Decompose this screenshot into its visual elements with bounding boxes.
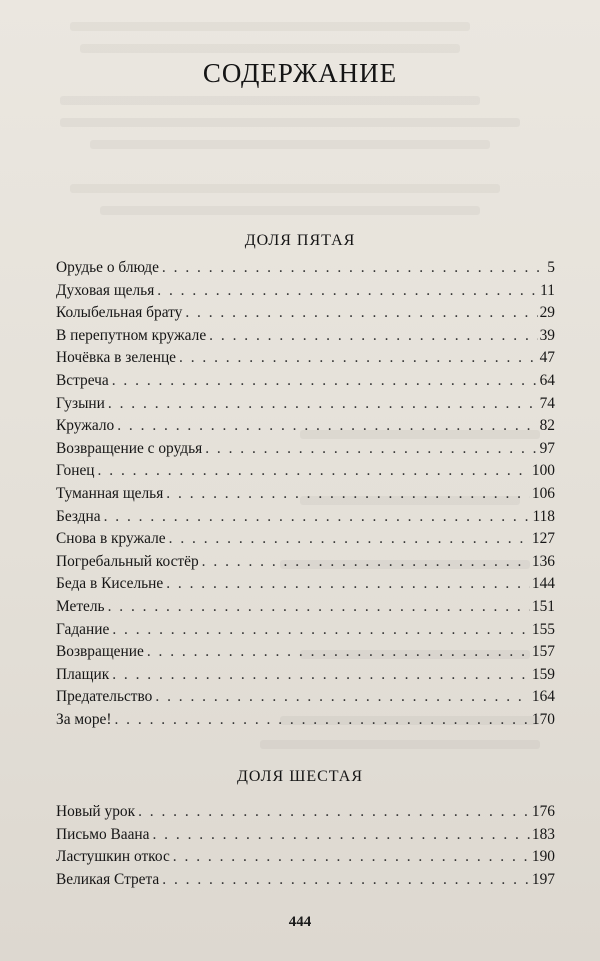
- dot-leader: [112, 666, 530, 684]
- toc-entry[interactable]: [56, 417, 555, 440]
- entry-title: Возвращение: [56, 643, 144, 661]
- entry-page: 82: [539, 417, 555, 435]
- entry-page: 97: [539, 439, 555, 457]
- contents-title: СОДЕРЖАНИЕ: [202, 58, 398, 88]
- entry-page: 39: [539, 326, 555, 344]
- entry-title: За море!: [56, 710, 112, 728]
- dot-leader: [114, 711, 529, 729]
- entry-title: Туманная щелья: [56, 484, 164, 502]
- entry-page: 11: [540, 281, 555, 299]
- dot-leader: [147, 643, 530, 661]
- entry-page: 159: [531, 665, 555, 683]
- toc-entry[interactable]: [56, 485, 555, 508]
- dot-leader: [209, 327, 537, 345]
- entry-page: 164: [531, 688, 555, 706]
- toc-entry[interactable]: [56, 349, 555, 372]
- entry-title: Новый урок: [56, 803, 136, 820]
- entry-title: В перепутном кружале: [56, 326, 207, 344]
- toc-list-part-five: [56, 259, 555, 733]
- dot-leader: [112, 621, 530, 639]
- entry-title: Гадание: [56, 620, 110, 638]
- dot-leader: [152, 826, 529, 844]
- toc-entry[interactable]: [56, 553, 555, 576]
- entry-title: Орудье о блюде: [56, 259, 159, 276]
- toc-entry[interactable]: [56, 848, 555, 871]
- toc-entry[interactable]: [56, 871, 555, 894]
- toc-entry[interactable]: [56, 643, 555, 666]
- entry-title: Беда в Кисельне: [56, 575, 164, 593]
- toc-entry[interactable]: [56, 826, 555, 849]
- dot-leader: [108, 395, 538, 413]
- entry-title: Ластушкин откос: [56, 848, 170, 866]
- entry-page: 183: [531, 825, 555, 843]
- entry-page: 127: [531, 530, 555, 548]
- dot-leader: [112, 372, 538, 390]
- toc-entry[interactable]: [56, 259, 555, 282]
- dot-leader: [155, 688, 530, 706]
- toc-entry[interactable]: [56, 508, 555, 531]
- toc-entry[interactable]: [56, 440, 555, 463]
- entry-title: Бездна: [56, 507, 101, 525]
- entry-page: 64: [539, 371, 555, 389]
- dot-leader: [108, 598, 530, 616]
- entry-title: Встреча: [56, 371, 109, 389]
- dot-leader: [166, 575, 530, 593]
- section-heading-part-six: ДОЛЯ ШЕСТАЯ: [237, 768, 363, 785]
- toc-entry[interactable]: [56, 803, 555, 826]
- entry-page: 170: [531, 710, 555, 728]
- entry-title: Ночёвка в зеленце: [56, 349, 177, 367]
- entry-title: Великая Стрета: [56, 870, 160, 888]
- entry-page: 151: [531, 597, 555, 615]
- page-number: 444: [288, 914, 312, 930]
- entry-page: 136: [531, 552, 555, 570]
- dot-leader: [162, 871, 530, 889]
- toc-entry[interactable]: [56, 621, 555, 644]
- dot-leader: [117, 417, 537, 435]
- toc-list-part-six: [56, 803, 555, 893]
- dot-leader: [169, 530, 530, 548]
- toc-entry[interactable]: [56, 530, 555, 553]
- toc-entry[interactable]: [56, 327, 555, 350]
- toc-entry[interactable]: [56, 372, 555, 395]
- entry-title: Погребальный костёр: [56, 552, 199, 570]
- entry-page: 190: [531, 848, 555, 866]
- entry-page: 5: [547, 259, 555, 276]
- entry-page: 118: [532, 507, 555, 525]
- entry-title: Гузыни: [56, 394, 105, 412]
- dot-leader: [138, 803, 530, 821]
- dot-leader: [173, 848, 530, 866]
- toc-entry[interactable]: [56, 598, 555, 621]
- entry-page: 176: [531, 803, 555, 820]
- entry-title: Кружало: [56, 417, 115, 435]
- toc-entry[interactable]: [56, 304, 555, 327]
- toc-entry[interactable]: [56, 462, 555, 485]
- dot-leader: [185, 304, 537, 322]
- dot-leader: [202, 553, 530, 571]
- toc-entry[interactable]: [56, 575, 555, 598]
- dot-leader: [98, 462, 530, 480]
- dot-leader: [157, 282, 538, 300]
- dot-leader: [179, 349, 538, 367]
- toc-entry[interactable]: [56, 666, 555, 689]
- toc-entry[interactable]: [56, 395, 555, 418]
- toc-entry[interactable]: [56, 711, 555, 734]
- section-heading-part-five: ДОЛЯ ПЯТАЯ: [244, 232, 356, 249]
- dot-leader: [166, 485, 530, 503]
- entry-page: 106: [531, 484, 555, 502]
- entry-page: 144: [531, 575, 555, 593]
- entry-page: 100: [531, 462, 555, 480]
- entry-page: 74: [539, 394, 555, 412]
- toc-entry[interactable]: [56, 688, 555, 711]
- entry-title: Духовая щелья: [56, 281, 155, 299]
- entry-page: 155: [531, 620, 555, 638]
- dot-leader: [162, 259, 545, 277]
- entry-page: 29: [539, 304, 555, 322]
- dot-leader: [104, 508, 531, 526]
- dot-leader: [205, 440, 537, 458]
- entry-title: Предательство: [56, 688, 153, 706]
- entry-page: 197: [531, 870, 555, 888]
- entry-page: 157: [531, 643, 555, 661]
- entry-title: Колыбельная брату: [56, 304, 183, 322]
- entry-title: Снова в кружале: [56, 530, 166, 548]
- entry-title: Метель: [56, 597, 105, 615]
- entry-title: Плащик: [56, 665, 110, 683]
- entry-title: Письмо Ваана: [56, 825, 150, 843]
- entry-title: Гонец: [56, 462, 95, 480]
- toc-entry[interactable]: [56, 282, 555, 305]
- entry-page: 47: [539, 349, 555, 367]
- entry-title: Возвращение с орудья: [56, 439, 203, 457]
